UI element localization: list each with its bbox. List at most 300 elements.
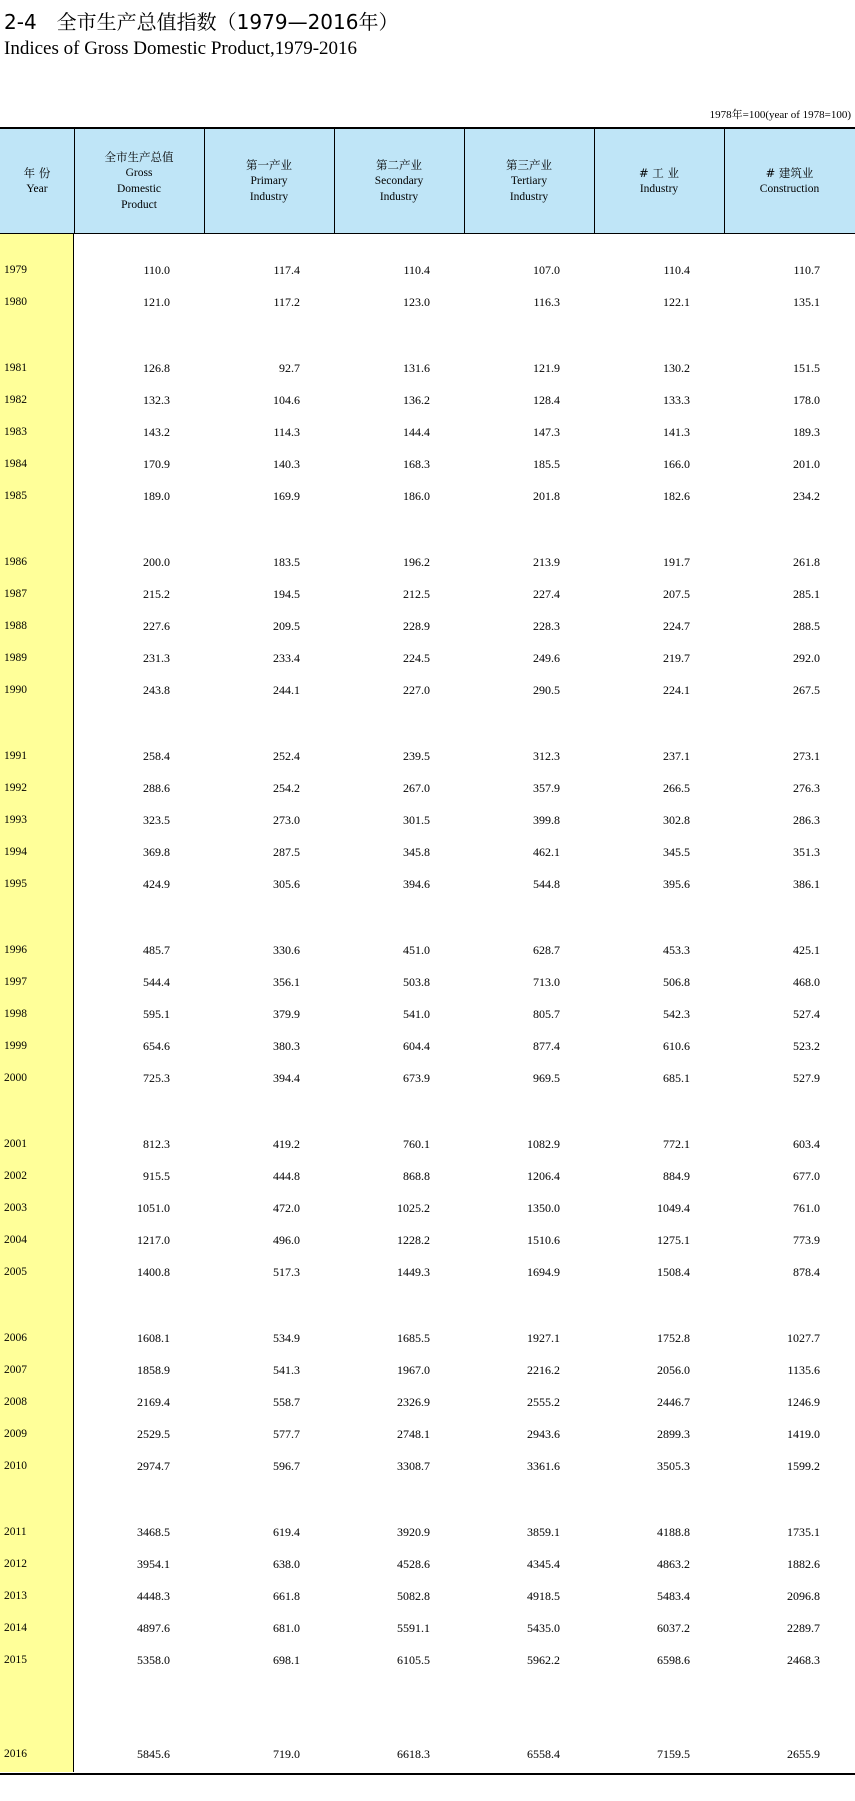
industry-value: 182.6 (663, 489, 690, 503)
primary-value: 287.5 (273, 845, 300, 859)
secondary-value: 1685.5 (397, 1331, 430, 1345)
year-cell: 2010 (4, 1460, 27, 1472)
construction-value: 234.2 (793, 489, 820, 503)
table-row (0, 1517, 855, 1547)
table-row (0, 1063, 855, 1093)
table-row (0, 1581, 855, 1611)
construction-value: 1419.0 (787, 1427, 820, 1441)
tertiary-value: 1927.1 (527, 1331, 560, 1345)
secondary-value: 3308.7 (397, 1459, 430, 1473)
industry-value: 237.1 (663, 749, 690, 763)
header-primary-cn: 第一产业 (246, 158, 292, 172)
secondary-value: 4528.6 (397, 1557, 430, 1571)
tertiary-value: 357.9 (533, 781, 560, 795)
table-row (0, 611, 855, 641)
header-divider (74, 129, 75, 233)
tertiary-value: 2943.6 (527, 1427, 560, 1441)
year-cell: 2007 (4, 1364, 27, 1376)
industry-value: 1049.4 (657, 1201, 690, 1215)
year-cell: 2012 (4, 1558, 27, 1570)
year-cell: 1999 (4, 1040, 27, 1052)
tertiary-value: 5962.2 (527, 1653, 560, 1667)
tertiary-value: 1694.9 (527, 1265, 560, 1279)
primary-value: 577.7 (273, 1427, 300, 1441)
tertiary-value: 628.7 (533, 943, 560, 957)
table-row (0, 805, 855, 835)
gdp-value: 424.9 (143, 877, 170, 891)
tertiary-value: 227.4 (533, 587, 560, 601)
header-divider (594, 129, 595, 233)
gdp-value: 725.3 (143, 1071, 170, 1085)
tertiary-value: 399.8 (533, 813, 560, 827)
header-divider (334, 129, 335, 233)
page-title-english: Indices of Gross Domestic Product,1979-2016 (4, 38, 358, 59)
header-tertiary-cn: 第三产业 (506, 158, 552, 172)
primary-value: 394.4 (273, 1071, 300, 1085)
primary-value: 209.5 (273, 619, 300, 633)
table-row (0, 773, 855, 803)
year-cell: 1983 (4, 426, 27, 438)
gdp-value: 1608.1 (137, 1331, 170, 1345)
primary-value: 596.7 (273, 1459, 300, 1473)
year-cell: 1993 (4, 814, 27, 826)
tertiary-value: 213.9 (533, 555, 560, 569)
industry-value: 141.3 (663, 425, 690, 439)
table-row (0, 1225, 855, 1255)
table-row (0, 255, 855, 285)
primary-value: 698.1 (273, 1653, 300, 1667)
construction-value: 285.1 (793, 587, 820, 601)
year-cell: 1989 (4, 652, 27, 664)
construction-value: 267.5 (793, 683, 820, 697)
year-cell: 1987 (4, 588, 27, 600)
secondary-value: 1967.0 (397, 1363, 430, 1377)
table-row (0, 643, 855, 673)
primary-value: 379.9 (273, 1007, 300, 1021)
primary-value: 252.4 (273, 749, 300, 763)
year-cell: 1980 (4, 296, 27, 308)
primary-value: 719.0 (273, 1747, 300, 1761)
secondary-value: 673.9 (403, 1071, 430, 1085)
table-row (0, 1419, 855, 1449)
industry-value: 191.7 (663, 555, 690, 569)
industry-value: 5483.4 (657, 1589, 690, 1603)
primary-value: 244.1 (273, 683, 300, 697)
year-cell: 2004 (4, 1234, 27, 1246)
table-row (0, 579, 855, 609)
construction-value: 201.0 (793, 457, 820, 471)
tertiary-value: 121.9 (533, 361, 560, 375)
header-primary (204, 129, 334, 233)
header-divider (724, 129, 725, 233)
secondary-value: 451.0 (403, 943, 430, 957)
primary-value: 104.6 (273, 393, 300, 407)
tertiary-value: 228.3 (533, 619, 560, 633)
header-construction-cn: # 建筑业 (765, 166, 814, 180)
tertiary-value: 312.3 (533, 749, 560, 763)
industry-value: 506.8 (663, 975, 690, 989)
industry-value: 207.5 (663, 587, 690, 601)
industry-value: 7159.5 (657, 1747, 690, 1761)
gdp-value: 5845.6 (137, 1747, 170, 1761)
industry-value: 2899.3 (657, 1427, 690, 1441)
construction-value: 276.3 (793, 781, 820, 795)
construction-value: 1735.1 (787, 1525, 820, 1539)
header-gdp-en: Gross Domestic Product (116, 167, 162, 211)
gdp-value: 121.0 (143, 295, 170, 309)
header-year (0, 129, 74, 233)
industry-value: 395.6 (663, 877, 690, 891)
tertiary-value: 1510.6 (527, 1233, 560, 1247)
industry-value: 542.3 (663, 1007, 690, 1021)
secondary-value: 1228.2 (397, 1233, 430, 1247)
tertiary-value: 3361.6 (527, 1459, 560, 1473)
construction-value: 2468.3 (787, 1653, 820, 1667)
industry-value: 6037.2 (657, 1621, 690, 1635)
table-row (0, 449, 855, 479)
year-cell: 1997 (4, 976, 27, 988)
tertiary-value: 5435.0 (527, 1621, 560, 1635)
industry-value: 3505.3 (657, 1459, 690, 1473)
construction-value: 151.5 (793, 361, 820, 375)
year-cell: 1992 (4, 782, 27, 794)
tertiary-value: 6558.4 (527, 1747, 560, 1761)
industry-value: 2056.0 (657, 1363, 690, 1377)
primary-value: 444.8 (273, 1169, 300, 1183)
table-row (0, 1161, 855, 1191)
industry-value: 4188.8 (657, 1525, 690, 1539)
tertiary-value: 969.5 (533, 1071, 560, 1085)
table-row (0, 1549, 855, 1579)
tertiary-value: 185.5 (533, 457, 560, 471)
table-row (0, 1739, 855, 1769)
table-row (0, 869, 855, 899)
year-cell: 2009 (4, 1428, 27, 1440)
header-industry (594, 129, 724, 233)
table-row (0, 837, 855, 867)
year-cell: 2008 (4, 1396, 27, 1408)
table-row (0, 1645, 855, 1675)
construction-value: 1135.6 (787, 1363, 820, 1377)
construction-value: 878.4 (793, 1265, 820, 1279)
primary-value: 114.3 (273, 425, 300, 439)
secondary-value: 168.3 (403, 457, 430, 471)
secondary-value: 110.4 (403, 263, 430, 277)
secondary-value: 3920.9 (397, 1525, 430, 1539)
secondary-value: 345.8 (403, 845, 430, 859)
secondary-value: 2326.9 (397, 1395, 430, 1409)
secondary-value: 224.5 (403, 651, 430, 665)
gdp-value: 2529.5 (137, 1427, 170, 1441)
industry-value: 110.4 (663, 263, 690, 277)
gdp-value: 5358.0 (137, 1653, 170, 1667)
gdp-value: 2974.7 (137, 1459, 170, 1473)
secondary-value: 301.5 (403, 813, 430, 827)
table-row (0, 675, 855, 705)
primary-value: 356.1 (273, 975, 300, 989)
primary-value: 273.0 (273, 813, 300, 827)
year-cell: 1985 (4, 490, 27, 502)
construction-value: 527.9 (793, 1071, 820, 1085)
industry-value: 772.1 (663, 1137, 690, 1151)
gdp-value: 258.4 (143, 749, 170, 763)
construction-value: 286.3 (793, 813, 820, 827)
secondary-value: 6618.3 (397, 1747, 430, 1761)
gdp-value: 3468.5 (137, 1525, 170, 1539)
header-divider (464, 129, 465, 233)
industry-value: 130.2 (663, 361, 690, 375)
primary-value: 661.8 (273, 1589, 300, 1603)
secondary-value: 123.0 (403, 295, 430, 309)
primary-value: 681.0 (273, 1621, 300, 1635)
secondary-value: 239.5 (403, 749, 430, 763)
primary-value: 92.7 (279, 361, 300, 375)
tertiary-value: 4918.5 (527, 1589, 560, 1603)
table-row (0, 1387, 855, 1417)
gdp-value: 1400.8 (137, 1265, 170, 1279)
table-row (0, 481, 855, 511)
industry-value: 302.8 (663, 813, 690, 827)
primary-value: 305.6 (273, 877, 300, 891)
year-cell: 1984 (4, 458, 27, 470)
construction-value: 2289.7 (787, 1621, 820, 1635)
secondary-value: 5591.1 (397, 1621, 430, 1635)
year-cell: 1991 (4, 750, 27, 762)
construction-value: 527.4 (793, 1007, 820, 1021)
primary-value: 169.9 (273, 489, 300, 503)
gdp-value: 1051.0 (137, 1201, 170, 1215)
table-row (0, 1031, 855, 1061)
gdp-index-table (0, 127, 855, 1775)
construction-value: 386.1 (793, 877, 820, 891)
primary-value: 534.9 (273, 1331, 300, 1345)
construction-value: 110.7 (793, 263, 820, 277)
gdp-value: 215.2 (143, 587, 170, 601)
secondary-value: 394.6 (403, 877, 430, 891)
year-cell: 1994 (4, 846, 27, 858)
construction-value: 1599.2 (787, 1459, 820, 1473)
primary-value: 233.4 (273, 651, 300, 665)
gdp-value: 288.6 (143, 781, 170, 795)
secondary-value: 136.2 (403, 393, 430, 407)
gdp-value: 1217.0 (137, 1233, 170, 1247)
industry-value: 610.6 (663, 1039, 690, 1053)
industry-value: 133.3 (663, 393, 690, 407)
secondary-value: 5082.8 (397, 1589, 430, 1603)
primary-value: 183.5 (273, 555, 300, 569)
gdp-value: 189.0 (143, 489, 170, 503)
primary-value: 517.3 (273, 1265, 300, 1279)
gdp-value: 200.0 (143, 555, 170, 569)
tertiary-value: 249.6 (533, 651, 560, 665)
table-row (0, 967, 855, 997)
gdp-value: 812.3 (143, 1137, 170, 1151)
table-row (0, 1355, 855, 1385)
tertiary-value: 713.0 (533, 975, 560, 989)
primary-value: 638.0 (273, 1557, 300, 1571)
table-row (0, 547, 855, 577)
gdp-value: 170.9 (143, 457, 170, 471)
gdp-value: 2169.4 (137, 1395, 170, 1409)
year-cell: 2011 (4, 1526, 27, 1538)
secondary-value: 144.4 (403, 425, 430, 439)
industry-value: 1752.8 (657, 1331, 690, 1345)
year-cell: 2003 (4, 1202, 27, 1214)
gdp-value: 4448.3 (137, 1589, 170, 1603)
construction-value: 761.0 (793, 1201, 820, 1215)
year-cell: 2014 (4, 1622, 27, 1634)
tertiary-value: 805.7 (533, 1007, 560, 1021)
table-row (0, 741, 855, 771)
gdp-value: 323.5 (143, 813, 170, 827)
construction-value: 773.9 (793, 1233, 820, 1247)
secondary-value: 6105.5 (397, 1653, 430, 1667)
year-cell: 1996 (4, 944, 27, 956)
gdp-value: 595.1 (143, 1007, 170, 1021)
primary-value: 254.2 (273, 781, 300, 795)
year-cell: 2002 (4, 1170, 27, 1182)
table-row (0, 1193, 855, 1223)
year-cell: 1995 (4, 878, 27, 890)
gdp-value: 231.3 (143, 651, 170, 665)
table-row (0, 935, 855, 965)
tertiary-value: 2216.2 (527, 1363, 560, 1377)
construction-value: 1246.9 (787, 1395, 820, 1409)
header-tertiary (464, 129, 594, 233)
gdp-value: 132.3 (143, 393, 170, 407)
year-cell: 2001 (4, 1138, 27, 1150)
secondary-value: 541.0 (403, 1007, 430, 1021)
secondary-value: 196.2 (403, 555, 430, 569)
tertiary-value: 290.5 (533, 683, 560, 697)
gdp-value: 243.8 (143, 683, 170, 697)
primary-value: 117.2 (273, 295, 300, 309)
year-cell: 2013 (4, 1590, 27, 1602)
tertiary-value: 1082.9 (527, 1137, 560, 1151)
industry-value: 219.7 (663, 651, 690, 665)
construction-value: 189.3 (793, 425, 820, 439)
construction-value: 677.0 (793, 1169, 820, 1183)
tertiary-value: 201.8 (533, 489, 560, 503)
tertiary-value: 147.3 (533, 425, 560, 439)
year-cell: 1986 (4, 556, 27, 568)
tertiary-value: 4345.4 (527, 1557, 560, 1571)
tertiary-value: 107.0 (533, 263, 560, 277)
construction-value: 2096.8 (787, 1589, 820, 1603)
primary-value: 330.6 (273, 943, 300, 957)
secondary-value: 868.8 (403, 1169, 430, 1183)
primary-value: 380.3 (273, 1039, 300, 1053)
tertiary-value: 128.4 (533, 393, 560, 407)
secondary-value: 267.0 (403, 781, 430, 795)
header-year-en: Year (26, 183, 48, 195)
industry-value: 685.1 (663, 1071, 690, 1085)
industry-value: 453.3 (663, 943, 690, 957)
year-cell: 1982 (4, 394, 27, 406)
industry-value: 1508.4 (657, 1265, 690, 1279)
table-row (0, 1451, 855, 1481)
primary-value: 419.2 (273, 1137, 300, 1151)
table-row (0, 353, 855, 383)
secondary-value: 503.8 (403, 975, 430, 989)
tertiary-value: 116.3 (533, 295, 560, 309)
table-row (0, 1323, 855, 1353)
construction-value: 178.0 (793, 393, 820, 407)
gdp-value: 915.5 (143, 1169, 170, 1183)
page-title-chinese: 2-4 全市生产总值指数（1979—2016年） (4, 10, 399, 34)
construction-value: 1027.7 (787, 1331, 820, 1345)
construction-value: 603.4 (793, 1137, 820, 1151)
industry-value: 1275.1 (657, 1233, 690, 1247)
gdp-value: 110.0 (143, 263, 170, 277)
primary-value: 558.7 (273, 1395, 300, 1409)
gdp-value: 544.4 (143, 975, 170, 989)
tertiary-value: 544.8 (533, 877, 560, 891)
secondary-value: 186.0 (403, 489, 430, 503)
construction-value: 468.0 (793, 975, 820, 989)
primary-value: 140.3 (273, 457, 300, 471)
table-header (0, 129, 855, 234)
primary-value: 541.3 (273, 1363, 300, 1377)
header-construction-en: Construction (759, 183, 820, 195)
primary-value: 472.0 (273, 1201, 300, 1215)
year-cell: 2015 (4, 1654, 27, 1666)
industry-value: 4863.2 (657, 1557, 690, 1571)
primary-value: 117.4 (273, 263, 300, 277)
year-cell: 2016 (4, 1748, 27, 1760)
table-row (0, 1613, 855, 1643)
industry-value: 2446.7 (657, 1395, 690, 1409)
header-divider (204, 129, 205, 233)
table-row (0, 1257, 855, 1287)
secondary-value: 1025.2 (397, 1201, 430, 1215)
gdp-value: 1858.9 (137, 1363, 170, 1377)
tertiary-value: 1350.0 (527, 1201, 560, 1215)
secondary-value: 2748.1 (397, 1427, 430, 1441)
gdp-value: 4897.6 (137, 1621, 170, 1635)
tertiary-value: 1206.4 (527, 1169, 560, 1183)
industry-value: 122.1 (663, 295, 690, 309)
tertiary-value: 3859.1 (527, 1525, 560, 1539)
table-row (0, 417, 855, 447)
year-cell: 1979 (4, 264, 27, 276)
header-gdp-cn: 全市生产总值 (104, 150, 174, 164)
construction-value: 135.1 (793, 295, 820, 309)
secondary-value: 131.6 (403, 361, 430, 375)
secondary-value: 760.1 (403, 1137, 430, 1151)
year-cell: 2006 (4, 1332, 27, 1344)
header-construction (724, 129, 855, 233)
industry-value: 224.7 (663, 619, 690, 633)
tertiary-value: 877.4 (533, 1039, 560, 1053)
header-primary-en: Primary Industry (249, 175, 289, 203)
gdp-value: 485.7 (143, 943, 170, 957)
year-cell: 2005 (4, 1266, 27, 1278)
header-secondary (334, 129, 464, 233)
primary-value: 496.0 (273, 1233, 300, 1247)
year-cell: 2000 (4, 1072, 27, 1084)
secondary-value: 227.0 (403, 683, 430, 697)
gdp-value: 126.8 (143, 361, 170, 375)
year-cell: 1990 (4, 684, 27, 696)
industry-value: 166.0 (663, 457, 690, 471)
construction-value: 292.0 (793, 651, 820, 665)
gdp-value: 654.6 (143, 1039, 170, 1053)
table-row (0, 1129, 855, 1159)
table-row (0, 385, 855, 415)
construction-value: 261.8 (793, 555, 820, 569)
year-cell: 1988 (4, 620, 27, 632)
